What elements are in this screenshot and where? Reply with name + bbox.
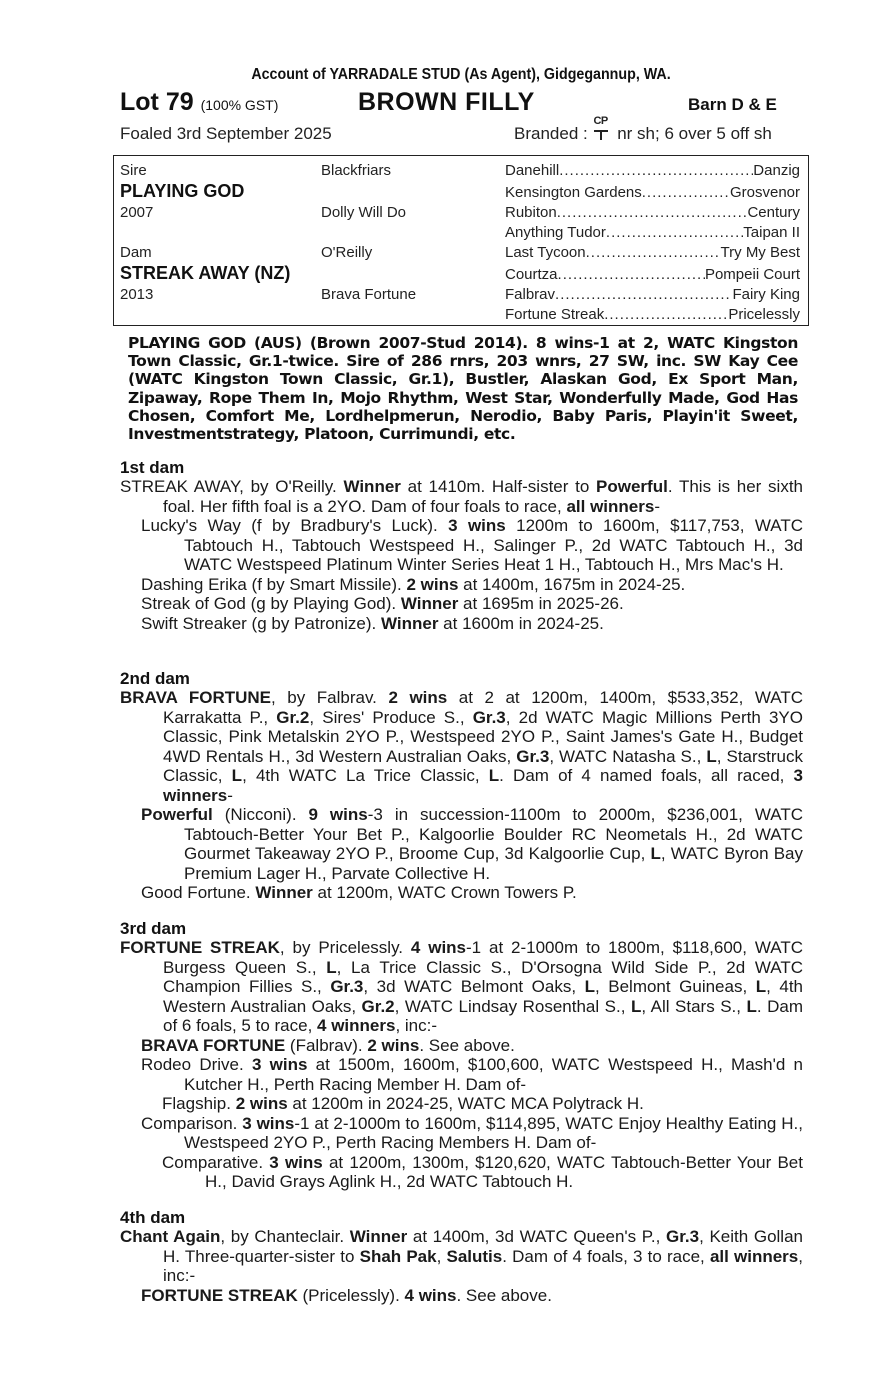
- gen3-row: Kensington Gardens ..... Grosvenor: [505, 184, 800, 201]
- list-item: Streak of God (g by Playing God). Winner at 1695m in 2025-26.: [141, 594, 624, 613]
- horse-title: BROWN FILLY: [358, 88, 535, 116]
- lot-label: Lot 79: [120, 88, 194, 116]
- barn-location: Barn D & E: [688, 95, 777, 114]
- gen3-row: Last Tycoon ..... Try My Best: [505, 244, 800, 261]
- list-item: BRAVA FORTUNE (Falbrav). 2 wins. See above.: [141, 1035, 515, 1055]
- dam-dam: Brava Fortune: [321, 286, 417, 303]
- list-item: Powerful (Nicconi). 9 wins-3 in succession-1100m to 2000m, $236,001, WATC Tabtouch-Better Your Bet P., Kalgoorlie Boulder RC Neometals H., 2d WATC Gourmet Takeaway 2YO P., Broome Cup, 3d Kalgoorlie Cup, L, WATC Byron Bay Premium Lager H., Parvate Collective H.: [141, 805, 804, 883]
- lot-number: [120, 88, 278, 117]
- dam-label: Dam: [120, 244, 152, 261]
- second-dam-block: [120, 688, 803, 903]
- gen3-row: Fortune Streak ..... Pricelessly: [505, 306, 800, 323]
- section-heading-1st-dam: 1st dam: [120, 458, 185, 477]
- section-heading-2nd-dam: 2nd dam: [120, 669, 190, 688]
- gst-note: (100% GST): [200, 97, 279, 113]
- list-item: Good Fortune. Winner at 1200m, WATC Crown Towers P.: [141, 883, 577, 902]
- sire-year: 2007: [120, 204, 154, 221]
- list-item: FORTUNE STREAK (Pricelessly). 4 wins. See above.: [141, 1285, 552, 1305]
- list-item: Swift Streaker (g by Patronize). Winner at 1600m in 2024-25.: [141, 613, 604, 633]
- third-dam-text: FORTUNE STREAK, by Pricelessly. 4 wins-1 at 2-1000m to 1800m, $118,600, WATC Burgess Queen S., L, La Trice Classic S., D'Orsogna Wild Side P., 2d WATC Champion Fillies S., Gr.3, 3d WATC Belmont Oaks, L, Belmont Guineas, L, 4th Western Australian Oaks, Gr.2, WATC Lindsay Rosenthal S., L, All Stars S., L. Dam of 6 foals, 5 to race, 4 winners, inc:-: [120, 938, 803, 1035]
- dam-year: 2013: [120, 286, 154, 303]
- foaled-date: Foaled 3rd September 2025: [120, 124, 332, 143]
- brand-mark-icon: CP: [592, 124, 612, 142]
- list-item: Dashing Erika (f by Smart Missile). 2 wins at 1400m, 1675m in 2024-25.: [141, 574, 686, 594]
- first-dam-text: STREAK AWAY, by O'Reilly. Winner at 1410m. Half-sister to Powerful. This is her sixth foal. Her fifth foal is a 2YO. Dam of four foals to race, all winners-: [120, 477, 803, 516]
- sire-sire: Blackfriars: [321, 162, 392, 179]
- fourth-dam-block: [120, 1227, 803, 1305]
- branded-detail: nr sh; 6 over 5 off sh: [617, 124, 772, 143]
- third-dam-block: [120, 938, 803, 1192]
- fourth-dam-text: Chant Again, by Chanteclair. Winner at 1400m, 3d WATC Queen's P., Gr.3, Keith Gollan H. Three-quarter-sister to Shah Pak, Salutis. Dam of 4 foals, 3 to race, all winners, inc:-: [120, 1227, 803, 1285]
- sire-name: PLAYING GOD: [120, 181, 245, 201]
- list-item: Comparative. 3 wins at 1200m, 1300m, $120,620, WATC Tabtouch-Better Your Bet H., David Grays Aglink H., 2d WATC Tabtouch H.: [162, 1152, 803, 1191]
- gen3-row: Danehill ..... Danzig: [505, 162, 800, 179]
- gen3-row: Courtza ..... Pompeii Court: [505, 266, 800, 283]
- sire-summary: PLAYING GOD (AUS) (Brown 2007-Stud 2014). 8 wins-1 at 2, WATC Kingston Town Classic, Gr.1-twice. Sire of 286 rnrs, 203 wnrs, 27 SW, inc. SW Kay Cee (WATC Kingston Town Classic, Gr.1), Bustler, Alaskan God, Ex Sport Man, Zipaway, Rope Them In, Mojo Rhythm, West Star, Wonderfully Made, God Has Chosen, Comfort Me, Lordhelpmerun, Nerodio, Baby Paris, Playin'it Sweet, Investmentstrategy, Platoon, Currimundi, etc.: [128, 334, 798, 444]
- dam-sire: O'Reilly: [321, 244, 373, 261]
- account-line: Account of YARRADALE STUD (As Agent), Gidgegannup, WA.: [251, 66, 671, 83]
- branded-label: Branded :: [514, 124, 588, 143]
- sire-label: Sire: [120, 162, 147, 179]
- second-dam-text: BRAVA FORTUNE, by Falbrav. 2 wins at 2 at 1200m, 1400m, $533,352, WATC Karrakatta P., Gr.2, Sires' Produce S., Gr.3, 2d WATC Magic Millions Perth 3YO Classic, Pink Metalskin 2YO P., Westspeed 2YO P., Saint James's Gate H., Budget 4WD Rentals H., 3d Western Australian Oaks, Gr.3, WATC Natasha S., L, Starstruck Classic, L, 4th WATC La Trice Classic, L. Dam of 4 named foals, all raced, 3 winners-: [120, 688, 804, 805]
- section-heading-3rd-dam: 3rd dam: [120, 919, 187, 938]
- sire-dam: Dolly Will Do: [321, 204, 407, 221]
- list-item: Lucky's Way (f by Bradbury's Luck). 3 wins 1200m to 1600m, $117,753, WATC Tabtouch H., Tabtouch Westspeed H., Salinger P., 2d WATC Tabtouch H., 3d WATC Westspeed Platinum Winter Series Heat 1 H., Tabtouch H., Mrs Mac's H.: [141, 516, 803, 574]
- list-item: Comparison. 3 wins-1 at 2-1000m to 1600m, $114,895, WATC Enjoy Healthy Eating H., Westspeed 2YO P., Perth Racing Members H. Dam of-: [141, 1113, 803, 1152]
- dam-name: STREAK AWAY (NZ): [120, 263, 291, 283]
- gen3-row: Rubiton ..... Century: [505, 204, 800, 221]
- section-heading-4th-dam: 4th dam: [120, 1208, 186, 1227]
- gen3-row: Falbrav ..... Fairy King: [505, 286, 800, 303]
- gen3-row: Anything Tudor ..... Taipan II: [505, 224, 800, 241]
- list-item: Flagship. 2 wins at 1200m in 2024-25, WATC MCA Polytrack H.: [162, 1094, 644, 1113]
- first-dam-block: [120, 477, 803, 633]
- brand-info: [514, 115, 772, 144]
- list-item: Rodeo Drive. 3 wins at 1500m, 1600m, $100,600, WATC Westspeed H., Mash'd n Kutcher H., Perth Racing Member H. Dam of-: [141, 1055, 804, 1094]
